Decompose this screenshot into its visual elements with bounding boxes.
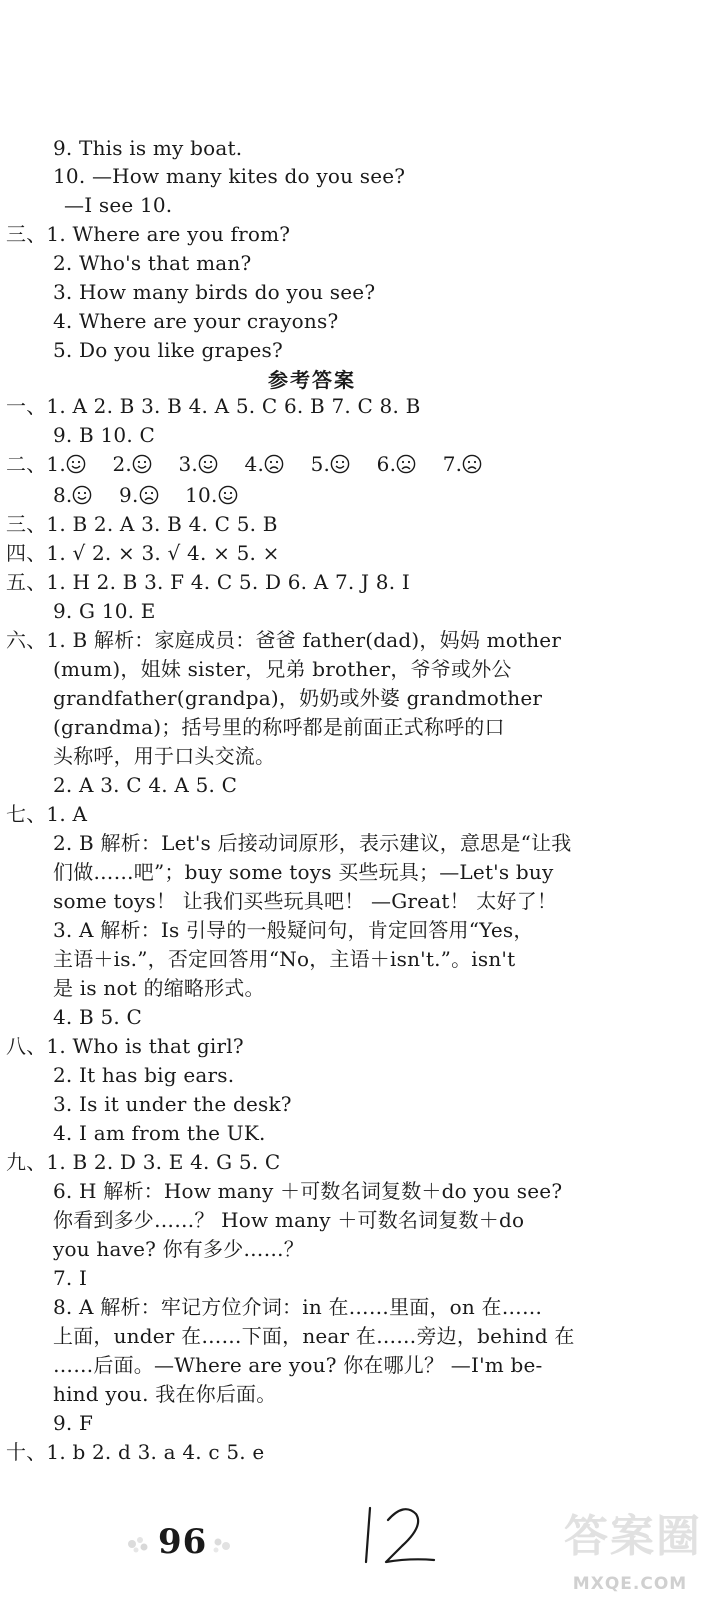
face-answer-label: 6.: [376, 452, 397, 476]
smiley-face-icon: [72, 485, 92, 505]
answer-line: 八、1. Who is that girl?: [6, 1034, 244, 1058]
face-answer-label: 5.: [310, 452, 331, 476]
handwritten-note: [360, 1500, 440, 1570]
sad-face-icon: [264, 454, 284, 474]
answer-line: 四、1. √ 2. × 3. √ 4. × 5. ×: [6, 541, 280, 565]
answer-line: 3. Is it under the desk?: [53, 1092, 292, 1116]
answer-line: 10. —How many kites do you see?: [53, 164, 406, 188]
answer-line: 2. It has big ears.: [53, 1063, 235, 1087]
answer-line: —I see 10.: [64, 193, 173, 217]
answer-line: 8. A 解析：牢记方位介词：in 在……里面，on 在……: [53, 1295, 543, 1319]
answer-line: 2. B 解析：Let's 后接动词原形，表示建议，意思是“让我: [53, 831, 572, 855]
answer-line: 6. H 解析：How many ＋可数名词复数＋do you see?: [53, 1179, 563, 1203]
face-answer-label: 10.: [185, 483, 218, 507]
face-answer-label: 4.: [244, 452, 265, 476]
answer-line: grandfather(grandpa)，奶奶或外婆 grandmother: [53, 686, 543, 710]
smiley-face-icon: [132, 454, 152, 474]
answer-line: 三、1. Where are you from?: [6, 222, 291, 246]
answer-line: 2. Who's that man?: [53, 251, 252, 275]
answer-line: 们做……吧”；buy some toys 买些玩具；—Let's buy: [53, 860, 554, 884]
face-answer-label: 8.: [53, 483, 73, 507]
flower-decoration-icon: [124, 1532, 152, 1556]
answer-line: 9. B 10. C: [53, 423, 155, 447]
answer-line: 上面，under 在……下面，near 在……旁边，behind 在: [53, 1324, 575, 1348]
page-number: 96: [158, 1522, 208, 1562]
answer-line: 3. A 解析：Is 引导的一般疑问句，肯定回答用“Yes，: [53, 918, 534, 942]
smiley-face-icon: [218, 485, 238, 505]
section-heading: 参考答案: [268, 368, 356, 392]
answer-line: 是 is not 的缩略形式。: [53, 976, 265, 1000]
smiley-face-icon: [66, 454, 86, 474]
answer-line: 五、1. H 2. B 3. F 4. C 5. D 6. A 7. J 8. I: [6, 570, 410, 594]
answer-line: 一、1. A 2. B 3. B 4. A 5. C 6. B 7. C 8. B: [6, 394, 421, 418]
answer-line: 4. I am from the UK.: [53, 1121, 266, 1145]
face-answers-row-2: [53, 481, 258, 509]
answer-line: hind you. 我在你后面。: [53, 1382, 277, 1406]
answer-line: 九、1. B 2. D 3. E 4. G 5. C: [6, 1150, 281, 1174]
smiley-face-icon: [198, 454, 218, 474]
answer-line: 4. Where are your crayons?: [53, 309, 339, 333]
answer-line: 十、1. b 2. d 3. a 4. c 5. e: [6, 1440, 265, 1464]
answer-line: (grandma)；括号里的称呼都是前面正式称呼的口: [53, 715, 505, 739]
answer-line: you have? 你有多少……？: [53, 1237, 304, 1261]
face-answer-label: 二、1.: [6, 452, 66, 476]
answer-line: 7. I: [53, 1266, 88, 1290]
answer-line: 头称呼，用于口头交流。: [53, 744, 276, 768]
watermark: [540, 1500, 720, 1596]
answer-line: ……后面。—Where are you? 你在哪儿？ —I'm be-: [53, 1353, 543, 1377]
answer-line: 三、1. B 2. A 3. B 4. C 5. B: [6, 512, 278, 536]
answer-line: 5. Do you like grapes?: [53, 338, 283, 362]
face-answer-label: 3.: [178, 452, 198, 476]
face-answers-row-1: [6, 450, 502, 478]
answer-line: 你看到多少……？ How many ＋可数名词复数＋do: [53, 1208, 525, 1232]
answer-line: 9. This is my boat.: [53, 136, 243, 160]
sad-face-icon: [462, 454, 482, 474]
answer-line: 六、1. B 解析：家庭成员：爸爸 father(dad)，妈妈 mother: [6, 628, 562, 652]
answer-line: some toys！ 让我们买些玩具吧！ —Great！ 太好了！: [53, 889, 558, 913]
face-answer-label: 7.: [442, 452, 463, 476]
answer-line: (mum)，姐妹 sister，兄弟 brother，爷爷或外公: [53, 657, 512, 681]
answer-line: 主语＋is.”，否定回答用“No，主语＋isn't.”。isn't: [53, 947, 516, 971]
answer-line: 七、1. A: [6, 802, 88, 826]
sad-face-icon: [396, 454, 416, 474]
answer-line: 4. B 5. C: [53, 1005, 143, 1029]
watermark-logo: 答案圈: [564, 1511, 702, 1562]
answer-line: 9. F: [53, 1411, 94, 1435]
smiley-face-icon: [330, 454, 350, 474]
answer-line: 2. A 3. C 4. A 5. C: [53, 773, 238, 797]
answer-line: 3. How many birds do you see?: [53, 280, 376, 304]
face-answer-label: 9.: [119, 483, 139, 507]
flower-decoration-icon: [208, 1532, 236, 1556]
sad-face-icon: [139, 485, 159, 505]
watermark-url: MXQE.COM: [572, 1574, 688, 1594]
answer-line: 9. G 10. E: [53, 599, 156, 623]
face-answer-label: 2.: [112, 452, 132, 476]
